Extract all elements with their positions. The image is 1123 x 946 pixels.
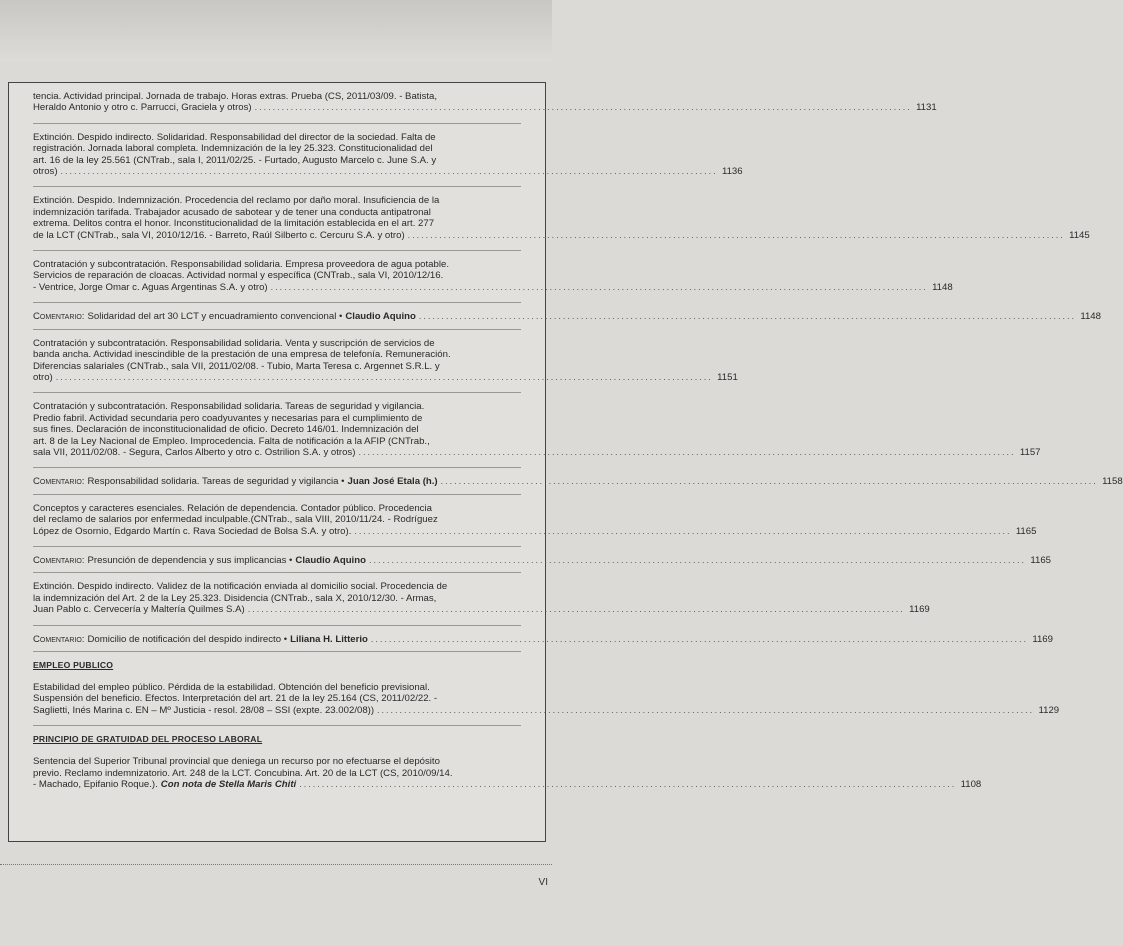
entry-text-line: sus fines. Declaración de inconstitucionalidad de oficio. Decreto 146/01. Indemnización del — [33, 424, 419, 436]
entry-lead-text: otros) — [33, 166, 58, 178]
entry-page-number: 1129 — [1038, 704, 1060, 716]
entry-text-line: Conceptos y caracteres esenciales. Relación de dependencia. Contador público. Procedencia — [33, 502, 432, 514]
entry-text-line: Extinción. Despido indirecto. Validez de la notificación enviada al domicilio social. Procedencia de — [33, 581, 448, 593]
dot-leader: .................................................................................................................................................. — [377, 704, 1035, 715]
entry-lead-row — [33, 371, 738, 383]
entry-text-line: extrema. Delitos contra el honor. Inconstitucionalidad de la limitación establecida en el art. 277 — [33, 218, 435, 230]
entry-text-line: Contratación y subcontratación. Responsabilidad solidaria. Empresa proveedora de agua potable. — [33, 259, 449, 271]
section-heading: PRINCIPIO DE GRATUIDAD DEL PROCESO LABORAL — [33, 734, 263, 745]
index-entry — [33, 682, 1060, 716]
index-entry — [33, 337, 738, 384]
comment-label: Comentario: — [33, 311, 85, 323]
entry-text-line: art. 8 de la Ley Nacional de Empleo. Improcedencia. Falta de notificación a la AFIP (CNTrab., — [33, 435, 430, 447]
page-number: VI — [538, 877, 548, 888]
comment-row — [33, 311, 1101, 323]
entry-text-line: tencia. Actividad principal. Jornada de trabajo. Horas extras. Prueba (CS, 2011/03/09. - Batista, — [33, 91, 438, 102]
entry-lead-text: - Ventrice, Jorge Omar c. Aguas Argentinas S.A. y otro) — [33, 281, 268, 293]
separator-rule — [33, 651, 521, 652]
bottom-dotted-rule — [0, 864, 552, 869]
entry-text-line: registración. Jornada laboral completa. Indemnización de la ley 25.323. Constitucionalidad del — [33, 143, 433, 155]
entry-text-line: Sentencia del Superior Tribunal provincial que deniega un recurso por no efectuarse el depósito — [33, 756, 440, 768]
comment-label: Comentario: — [33, 554, 85, 566]
entry-lead-text: de la LCT (CNTrab., sala VI, 2010/12/16. - Barreto, Raúl Silberto c. Cercuru S.A. y otro) — [33, 229, 405, 241]
entry-text-line: previo. Reclamo indemnizatorio. Art. 248 de la LCT. Concubina. Art. 20 de la LCT (CS, 2010/09/14. — [33, 767, 453, 779]
entry-lead-text: - Machado, Epifanio Roque.). — [33, 779, 158, 791]
comment-author: Claudio Aquino — [345, 311, 416, 323]
entry-page-number: 1148 — [932, 281, 953, 293]
comment-author: Juan José Etala (h.) — [347, 476, 438, 488]
entry-text-line: Servicios de reparación de cloacas. Actividad normal y específica (CNTrab., sala VI, 2010/12/16. — [33, 270, 444, 282]
index-entry — [33, 756, 982, 791]
entry-lead-row — [33, 281, 953, 293]
entry-lead-row — [33, 604, 930, 616]
entry-lead-text: sala VII, 2011/02/08. - Segura, Carlos Alberto y otro c. Ostrilion S.A. y otros) — [33, 446, 356, 458]
entry-text-line: Diferencias salariales (CNTrab., sala VII, 2011/02/08. - Tubio, Marta Teresa c. Argennet S.R.L. y — [33, 360, 440, 372]
separator-rule — [33, 392, 521, 393]
entry-lead-text: otro) — [33, 371, 53, 383]
comment-page-number: 1165 — [1030, 554, 1052, 566]
entry-text-line: indemnización tarifada. Trabajador acusado de sabotear y de tener una conducta antipatronal — [33, 206, 431, 218]
separator-rule — [33, 467, 521, 468]
separator-rule — [33, 250, 521, 251]
index-entry — [33, 401, 1041, 458]
entry-page-number: 1131 — [916, 102, 937, 114]
entry-page-number: 1157 — [1019, 446, 1041, 458]
dot-leader: .................................................................................................................................................. — [247, 604, 905, 615]
index-entry — [33, 195, 1090, 241]
comment-row — [33, 476, 1123, 488]
dot-leader: .................................................................................................................................................. — [358, 446, 1016, 457]
dot-leader: .................................................................................................................................................. — [354, 525, 1012, 536]
separator-rule — [33, 329, 521, 330]
index-content-box — [8, 82, 1123, 842]
dot-leader: .................................................................................................................................................. — [299, 779, 957, 790]
entry-page-number: 1136 — [721, 166, 743, 178]
dot-leader: .................................................................................................................................................. — [440, 476, 1098, 487]
separator-rule — [33, 546, 521, 547]
index-entry — [33, 131, 743, 178]
comment-row — [33, 633, 1053, 645]
entry-lead-row — [33, 779, 982, 791]
index-entry — [33, 581, 930, 616]
comment-title: Presunción de dependencia y sus implicancias • — [87, 554, 293, 566]
dot-leader: .................................................................................................................................................. — [418, 311, 1076, 322]
separator-rule — [33, 572, 521, 573]
comment-page-number: 1148 — [1080, 311, 1101, 323]
entry-lead-text: López de Osornio, Edgardo Martín c. Rava Sociedad de Bolsa S.A. y otro). — [33, 525, 352, 537]
separator-rule — [33, 186, 521, 187]
separator-rule — [33, 625, 521, 626]
entry-text-line: banda ancha. Actividad inescindible de la prestación de una empresa de telefonía. Remuneración. — [33, 349, 451, 361]
dot-leader: .................................................................................................................................................. — [368, 554, 1027, 565]
comment-label: Comentario: — [33, 476, 85, 488]
separator-rule — [33, 302, 521, 303]
comment-page-number: 1169 — [1032, 633, 1053, 645]
comment-row — [33, 554, 1052, 566]
entry-text-line: del reclamo de salarios por enfermedad inculpable.(CNTrab., sala VIII, 2010/11/24. - Rodríguez — [33, 514, 438, 526]
index-entry — [33, 91, 937, 114]
entry-text-line: la indemnización del Art. 2 de la Ley 25.323. Disidencia (CNTrab., sala X, 2010/12/30. - Armas, — [33, 592, 437, 604]
entry-text-line: Predio fabril. Actividad secundaria pero coadyuvantes y necesarias para el cumplimiento de — [33, 412, 423, 424]
entry-page-number: 1145 — [1069, 229, 1090, 241]
entry-text-line: Extinción. Despido indirecto. Solidaridad. Responsabilidad del director de la sociedad. Falta de — [33, 131, 436, 143]
comment-author: Liliana H. Litterio — [290, 633, 368, 645]
separator-rule — [33, 494, 521, 495]
entry-lead-text: Saglietti, Inés Marina c. EN – Mº Justicia - resol. 28/08 – SSI (expte. 23.002/08)) — [33, 704, 375, 716]
separator-rule — [33, 123, 521, 124]
section-heading: EMPLEO PUBLICO — [33, 660, 114, 670]
comment-page-number: 1158 — [1102, 476, 1123, 488]
entry-page-number: 1165 — [1015, 525, 1037, 537]
comment-title: Solidaridad del art 30 LCT y encuadramiento convencional • — [87, 311, 343, 323]
dot-leader: .................................................................................................................................................. — [254, 102, 912, 113]
entry-lead-row — [33, 704, 1060, 716]
entry-page-number: 1169 — [909, 604, 930, 616]
entry-lead-row — [33, 102, 937, 114]
entry-text-line: Contratación y subcontratación. Responsabilidad solidaria. Tareas de seguridad y vigilancia. — [33, 401, 425, 413]
entry-lead-row — [33, 166, 743, 178]
separator-rule — [33, 725, 521, 726]
entry-lead-text: Juan Pablo c. Cervecería y Maltería Quilmes S.A) — [33, 604, 245, 616]
entry-text-line: art. 16 de la ley 25.561 (CNTrab., sala I, 2011/02/25. - Furtado, Augusto Marcelo c. June S.A. y — [33, 154, 437, 166]
comment-title: Responsabilidad solidaria. Tareas de seguridad y vigilancia • — [87, 476, 345, 488]
entry-text-line: Contratación y subcontratación. Responsabilidad solidaria. Venta y suscripción de servicios de — [33, 337, 435, 349]
entry-page-number: 1151 — [717, 371, 738, 383]
page-top-margin — [0, 0, 552, 62]
dot-leader: .................................................................................................................................................. — [55, 371, 713, 382]
comment-author: Claudio Aquino — [295, 554, 366, 566]
comment-label: Comentario: — [33, 633, 85, 645]
comment-title: Domicilio de notificación del despido indirecto • — [87, 633, 288, 645]
entry-page-number: 1108 — [960, 779, 982, 791]
dot-leader: .................................................................................................................................................. — [407, 229, 1065, 240]
index-entry — [33, 259, 953, 293]
entry-lead-row — [33, 525, 1037, 537]
dot-leader: .................................................................................................................................................. — [370, 633, 1028, 644]
dot-leader: .................................................................................................................................................. — [270, 281, 928, 292]
entry-text-line: Extinción. Despido. Indemnización. Procedencia del reclamo por daño moral. Insuficiencia de la — [33, 195, 440, 207]
entry-lead-row — [33, 229, 1090, 241]
entry-lead-row — [33, 446, 1041, 458]
index-entry — [33, 502, 1037, 537]
entry-text-line: Estabilidad del empleo público. Pérdida de la estabilidad. Obtención del beneficio previsional. — [33, 682, 430, 693]
entry-lead-text: Heraldo Antonio y otro c. Parrucci, Graciela y otros) — [33, 102, 252, 114]
note-author: Con nota de Stella Maris Chiti — [160, 779, 297, 791]
entry-text-line: Suspensión del beneficio. Efectos. Interpretación del art. 21 de la ley 25.164 (CS, 2011/02/22. - — [33, 693, 438, 705]
dot-leader: .................................................................................................................................................. — [60, 166, 718, 177]
